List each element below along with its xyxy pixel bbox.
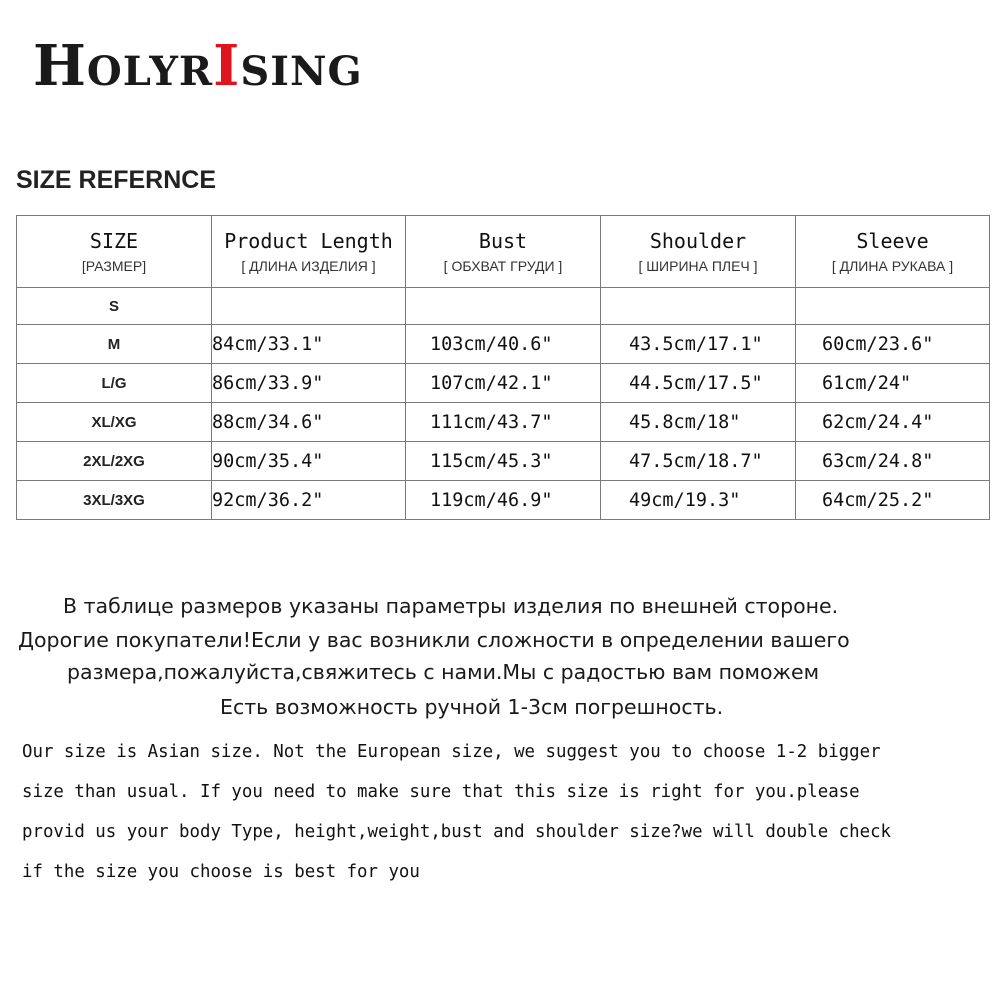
sleeve-cell: 60cm/23.6" — [796, 325, 990, 364]
section-title: SIZE REFERNCE — [16, 166, 217, 194]
shoulder-cell: 45.8cm/18" — [601, 403, 796, 442]
english-note-line: provid us your body Type, height,weight,bust and shoulder size?we will double check — [22, 822, 892, 842]
english-note-line: size than usual. If you need to make sure that this size is right for you.please — [22, 782, 860, 802]
bust-cell: 107cm/42.1" — [406, 364, 601, 403]
sleeve-cell — [796, 288, 990, 325]
length-cell: 92cm/36.2" — [212, 481, 406, 520]
english-note-line: if the size you choose is best for you — [22, 862, 420, 882]
header-product-length — [212, 216, 406, 288]
shoulder-cell — [601, 288, 796, 325]
size-cell: M — [17, 325, 212, 364]
russian-note-line: Дорогие покупатели!Если у вас возникли сложности в определении вашего — [18, 628, 850, 652]
header-sublabel: [ ДЛИНА РУКАВА ] — [831, 257, 954, 274]
length-cell: 86cm/33.9" — [212, 364, 406, 403]
length-cell: 90cm/35.4" — [212, 442, 406, 481]
size-cell: XL/XG — [17, 403, 212, 442]
header-shoulder — [601, 216, 796, 288]
header-sublabel: [РАЗМЕР] — [81, 257, 147, 274]
table-row — [17, 481, 990, 520]
shoulder-cell: 44.5cm/17.5" — [601, 364, 796, 403]
table-header-row — [17, 216, 990, 288]
header-label: Product Length — [224, 228, 393, 253]
header-sublabel: [ ДЛИНА ИЗДЕЛИЯ ] — [241, 257, 376, 274]
table-row — [17, 288, 990, 325]
brand-logo-part: OLYR — [86, 48, 214, 95]
header-bust — [406, 216, 601, 288]
header-label: Sleeve — [856, 228, 929, 253]
length-cell: 84cm/33.1" — [212, 325, 406, 364]
length-cell — [212, 288, 406, 325]
header-sleeve — [796, 216, 990, 288]
sleeve-cell: 64cm/25.2" — [796, 481, 990, 520]
table-row — [17, 403, 990, 442]
header-label: Shoulder — [649, 228, 747, 253]
russian-note-line: Есть возможность ручной 1-3см погрешность. — [220, 695, 724, 719]
table-row — [17, 442, 990, 481]
shoulder-cell: 43.5cm/17.1" — [601, 325, 796, 364]
sleeve-cell: 62cm/24.4" — [796, 403, 990, 442]
size-table — [16, 215, 990, 520]
header-sublabel: [ ОБХВАТ ГРУДИ ] — [443, 257, 563, 274]
size-cell: 3XL/3XG — [17, 481, 212, 520]
russian-note-line: размера,пожалуйста,свяжитесь с нами.Мы с радостью вам поможем — [67, 660, 820, 684]
brand-logo-accent: I — [213, 33, 241, 99]
table-row — [17, 325, 990, 364]
bust-cell: 103cm/40.6" — [406, 325, 601, 364]
shoulder-cell: 49cm/19.3" — [601, 481, 796, 520]
size-cell: S — [17, 288, 212, 325]
russian-note-line: В таблице размеров указаны параметры изделия по внешней стороне. — [63, 594, 839, 618]
bust-cell: 119cm/46.9" — [406, 481, 601, 520]
english-note-line: Our size is Asian size. Not the European size, we suggest you to choose 1-2 bigger — [22, 742, 881, 762]
brand-logo-part: SING — [240, 48, 363, 95]
sleeve-cell: 63cm/24.8" — [796, 442, 990, 481]
sleeve-cell: 61cm/24" — [796, 364, 990, 403]
shoulder-cell: 47.5cm/18.7" — [601, 442, 796, 481]
table-row — [17, 364, 990, 403]
bust-cell — [406, 288, 601, 325]
header-size — [17, 216, 212, 288]
header-sublabel: [ ШИРИНА ПЛЕЧ ] — [638, 257, 758, 274]
bust-cell: 111cm/43.7" — [406, 403, 601, 442]
length-cell: 88cm/34.6" — [212, 403, 406, 442]
header-label: SIZE — [89, 228, 139, 253]
header-label: Bust — [478, 228, 528, 253]
brand-logo-part: H — [33, 33, 87, 99]
bust-cell: 115cm/45.3" — [406, 442, 601, 481]
size-cell: 2XL/2XG — [17, 442, 212, 481]
size-cell: L/G — [17, 364, 212, 403]
brand-logo — [33, 33, 363, 99]
